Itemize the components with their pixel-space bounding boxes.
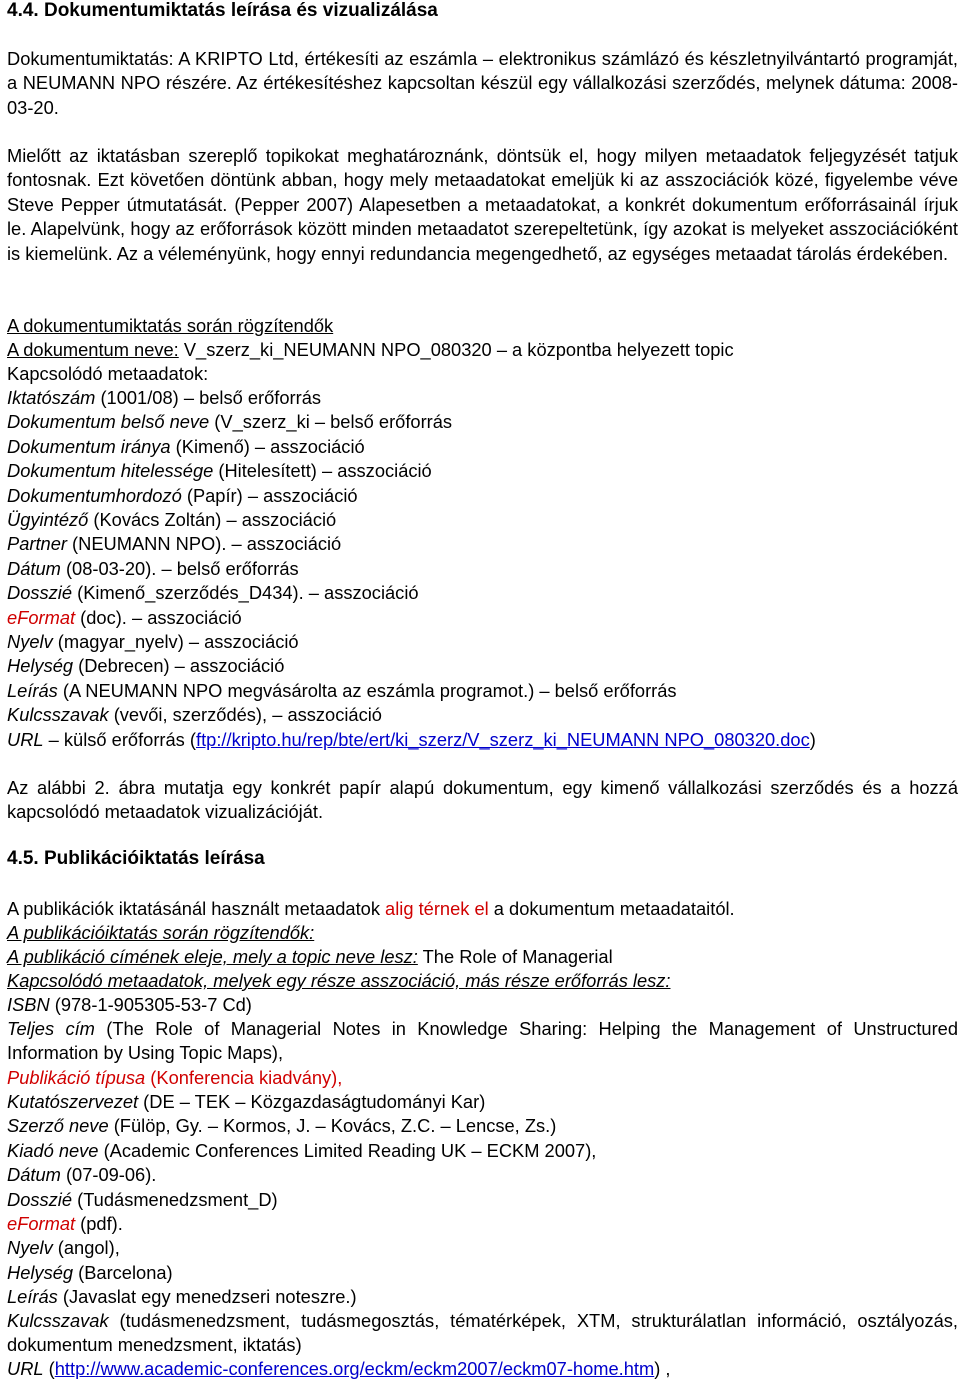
isbn-label: ISBN bbox=[7, 994, 50, 1015]
metadata-separator: – bbox=[126, 606, 148, 628]
metadata-item bbox=[7, 557, 958, 581]
metadata-label: Dokumentum iránya bbox=[7, 435, 171, 457]
publication-type-value: (Konferencia kiadvány), bbox=[145, 1067, 343, 1088]
metadata-value: (A NEUMANN NPO megvásárolta az eszámla programot.) bbox=[57, 679, 535, 701]
metadata-value: (Kimenő) bbox=[170, 435, 250, 457]
metadata-label: Helység bbox=[7, 1261, 74, 1283]
metadata-value: (pdf). bbox=[75, 1213, 123, 1234]
metadata-kind: asszociáció bbox=[204, 631, 299, 652]
metadata-item bbox=[7, 654, 958, 678]
full-title-value: (The Role of Managerial Notes in Knowledge Sharing: Helping the Management of Unstructured Information by Using Topic Maps), bbox=[7, 1018, 958, 1064]
metadata-separator: – bbox=[249, 435, 271, 457]
metadata-item bbox=[7, 386, 958, 410]
metadata-kind: belső erőforrás bbox=[554, 679, 677, 701]
metadata-label: Ügyintéző bbox=[7, 509, 89, 530]
publication-metadata-item bbox=[7, 1139, 958, 1163]
metadata-item bbox=[7, 679, 958, 703]
isbn-line bbox=[7, 993, 958, 1017]
metadata-label: Leírás bbox=[7, 1286, 58, 1308]
metadata-separator: – bbox=[183, 631, 205, 652]
publication-metadata-item bbox=[7, 1236, 958, 1260]
metadata-value: (Kovács Zoltán) bbox=[88, 509, 222, 530]
metadata-kind: asszociáció bbox=[287, 704, 382, 726]
url-kind: külső erőforrás bbox=[63, 729, 185, 750]
topic-value: The Role of Managerial bbox=[417, 946, 613, 967]
highlight-text: alig térnek el bbox=[385, 898, 489, 919]
metadata-value: (Javaslat egy menedzseri noteszre.) bbox=[57, 1286, 357, 1308]
publication-topic-line bbox=[7, 945, 958, 969]
metadata-value: (08-03-20). bbox=[60, 557, 157, 579]
metadata-kind: belső erőforrás bbox=[176, 557, 299, 579]
metadata-value: (magyar_nyelv) bbox=[52, 631, 184, 652]
publication-intro: A publikációk iktatásánál használt metaadatok alig térnek el a dokumentum metaadataitól. bbox=[7, 898, 735, 919]
metadata-separator: – bbox=[178, 387, 200, 408]
metadata-separator: – bbox=[303, 582, 325, 604]
metadata-item bbox=[7, 435, 958, 459]
record-title bbox=[7, 314, 958, 338]
document-url-link[interactable]: ftp://kripto.hu/rep/bte/ert/ki_szerz/V_szerz_ki_NEUMANN NPO_080320.doc bbox=[196, 729, 810, 750]
record-title-text: A dokumentumiktatás során rögzítendők bbox=[7, 315, 334, 336]
publication-metadata-item bbox=[7, 1188, 958, 1212]
related-metadata-label: Kapcsolódó metaadatok: bbox=[7, 363, 209, 384]
metadata-separator: – bbox=[534, 679, 555, 701]
metadata-label: Kutatószervezet bbox=[7, 1091, 139, 1112]
section-heading-4-4: 4.4. Dokumentumiktatás leírása és vizualizálása bbox=[7, 0, 438, 21]
metadata-label: Dokumentum hitelessége bbox=[7, 460, 214, 482]
metadata-item bbox=[7, 410, 958, 434]
document-url-line: URL – külső erőforrás (ftp://kripto.hu/rep/bte/ert/ki_szerz/V_szerz_ki_NEUMANN NPO_080320.doc) bbox=[7, 729, 816, 750]
publication-metadata-item bbox=[7, 1212, 958, 1236]
metadata-label: eFormat bbox=[7, 606, 76, 628]
metadata-value: (Tudásmenedzsment_D) bbox=[72, 1188, 278, 1210]
metadata-label: Dosszié bbox=[7, 1188, 73, 1210]
metadata-label: Iktatószám bbox=[7, 387, 96, 408]
publication-metadata-item bbox=[7, 1261, 958, 1285]
metadata-label: Partner bbox=[7, 533, 67, 555]
metadata-value: (Fülöp, Gy. – Kormos, J. – Kovács, Z.C. – Lencse, Zs.) bbox=[108, 1115, 557, 1137]
metadata-label: Szerző neve bbox=[7, 1115, 109, 1137]
metadata-label: Kiadó neve bbox=[7, 1139, 99, 1161]
publication-metadata-item bbox=[7, 1090, 958, 1114]
url-label: URL bbox=[7, 729, 44, 750]
paragraph-metadata-decision: Mielőtt az iktatásban szereplő topikokat meghatároznánk, döntsük el, hogy milyen metaadatok feljegyzését tatjuk fontosnak. Ezt követően döntünk abban, hogy mely metaadatokat emeljük ki az asszociációk közé, figyelembe véve Steve Pepper útmutatását. (Pepper 2007) Alapesetben a metaadatokat, a konkrét dokumentum erőforrásainál írjuk le. Alapelvünk, hogy az erőforrások között minden metaadatot szerepeltetünk, így azokat is melyeket asszociációként is kiemelünk. Az a véleményünk, hogy ennyi redundancia megengedhető, az egységes metaadat tárolás érdekében. bbox=[7, 145, 958, 264]
metadata-value: (NEUMANN NPO). bbox=[66, 533, 227, 555]
metadata-kind: asszociáció bbox=[337, 460, 432, 482]
metadata-label: Helység bbox=[7, 655, 74, 677]
metadata-value: (Debrecen) bbox=[73, 655, 170, 677]
metadata-kind: asszociáció bbox=[241, 509, 337, 530]
section-heading-4-5: 4.5. Publikációiktatás leírása bbox=[7, 848, 265, 869]
publication-related-label: Kapcsolódó metaadatok, melyek egy része asszociáció, más része erőforrás lesz: bbox=[7, 970, 671, 991]
metadata-label: Dokumentum belső neve bbox=[7, 411, 210, 433]
document-name-label: A dokumentum neve: bbox=[7, 339, 179, 360]
metadata-value: (Barcelona) bbox=[73, 1261, 173, 1283]
metadata-kind: asszociáció bbox=[189, 655, 285, 677]
keywords-label: Kulcsszavak bbox=[7, 1310, 109, 1331]
metadata-value: (Papír) bbox=[181, 484, 243, 506]
metadata-kind: belső erőforrás bbox=[199, 387, 321, 408]
url-separator: – bbox=[43, 729, 64, 750]
publication-url-line: URL (http://www.academic-conferences.org/eckm/eckm2007/eckm07-home.htm) , bbox=[7, 1358, 671, 1379]
metadata-item bbox=[7, 606, 958, 630]
metadata-value: (Academic Conferences Limited Reading UK – ECKM 2007), bbox=[98, 1139, 597, 1161]
metadata-separator: – bbox=[156, 557, 177, 579]
metadata-value: (1001/08) bbox=[95, 387, 179, 408]
metadata-separator: – bbox=[267, 704, 288, 726]
metadata-label: Dátum bbox=[7, 557, 61, 579]
metadata-kind: asszociáció bbox=[246, 533, 342, 555]
document-name-value: V_szerz_ki_NEUMANN NPO_080320 bbox=[183, 339, 492, 360]
metadata-item bbox=[7, 581, 958, 605]
keywords-line bbox=[7, 1309, 958, 1358]
metadata-kind: asszociáció bbox=[270, 435, 365, 457]
metadata-label: Leírás bbox=[7, 679, 58, 701]
publication-type-line bbox=[7, 1066, 958, 1090]
metadata-item bbox=[7, 459, 958, 483]
publication-url-label: URL bbox=[7, 1358, 44, 1379]
metadata-label: Kulcsszavak bbox=[7, 704, 109, 726]
metadata-value: (Hitelesített) bbox=[213, 460, 317, 482]
paragraph-intro: Dokumentumiktatás: A KRIPTO Ltd, értékesíti az eszámla – elektronikus számlázó és készletnyilvántartó programját, a NEUMANN NPO részére. Az értékesítéshez kapcsoltan készül egy vállalkozási szerződés, melynek dátuma: 2008-03-20. bbox=[7, 48, 958, 118]
isbn-value: (978-1-905305-53-7 Cd) bbox=[49, 994, 252, 1015]
metadata-item bbox=[7, 532, 958, 556]
document-name-line bbox=[7, 338, 958, 362]
publication-type-label: Publikáció típusa bbox=[7, 1067, 146, 1088]
metadata-item bbox=[7, 703, 958, 727]
publication-metadata-item bbox=[7, 1285, 958, 1309]
metadata-value: (vevői, szerződés), bbox=[108, 704, 268, 726]
document-name-suffix: – a központba helyezett topic bbox=[496, 339, 734, 360]
metadata-value: (angol), bbox=[52, 1237, 120, 1259]
metadata-separator: – bbox=[316, 460, 338, 482]
publication-url-link[interactable]: http://www.academic-conferences.org/eckm/eckm2007/eckm07-home.htm bbox=[54, 1358, 655, 1379]
metadata-label: Dosszié bbox=[7, 582, 73, 604]
metadata-separator: – bbox=[226, 533, 247, 555]
metadata-separator: – bbox=[242, 484, 264, 506]
metadata-value: (Kimenő_szerződés_D434). bbox=[72, 582, 304, 604]
metadata-item bbox=[7, 508, 958, 532]
metadata-kind: asszociáció bbox=[147, 606, 242, 628]
metadata-label: Dátum bbox=[7, 1164, 61, 1186]
metadata-value: (07-09-06). bbox=[60, 1164, 157, 1186]
metadata-separator: – bbox=[309, 411, 331, 433]
metadata-item bbox=[7, 484, 958, 508]
topic-label: A publikáció címének eleje, mely a topic neve lesz: bbox=[7, 946, 418, 967]
metadata-label: Dokumentumhordozó bbox=[7, 484, 182, 506]
full-title-label: Teljes cím bbox=[7, 1018, 95, 1039]
publication-metadata-item bbox=[7, 1163, 958, 1187]
metadata-value: (doc). bbox=[75, 606, 127, 628]
metadata-label: Nyelv bbox=[7, 631, 53, 652]
paragraph-figure-reference: Az alábbi 2. ábra mutatja egy konkrét papír alapú dokumentum, egy kimenő vállalkozási szerződés és a hozzá kapcsolódó metaadatok vizualizációját. bbox=[7, 777, 958, 823]
metadata-item bbox=[7, 630, 958, 654]
metadata-value: (V_szerz_ki bbox=[209, 411, 310, 433]
metadata-separator: – bbox=[221, 509, 242, 530]
metadata-label: Nyelv bbox=[7, 1237, 53, 1259]
metadata-label: eFormat bbox=[7, 1213, 76, 1234]
publication-record-title: A publikációiktatás során rögzítendők: bbox=[7, 922, 315, 943]
metadata-value: (DE – TEK – Közgazdaságtudományi Kar) bbox=[138, 1091, 486, 1112]
full-title-line bbox=[7, 1017, 958, 1066]
metadata-kind: belső erőforrás bbox=[330, 411, 453, 433]
metadata-kind: asszociáció bbox=[263, 484, 358, 506]
metadata-separator: – bbox=[169, 655, 190, 677]
metadata-kind: asszociáció bbox=[324, 582, 419, 604]
publication-metadata-item bbox=[7, 1114, 958, 1138]
keywords-value: (tudásmenedzsment, tudásmegosztás, tématérképek, XTM, strukturálatlan információ, osztályozás, dokumentum menedzsment, iktatás) bbox=[7, 1310, 958, 1356]
